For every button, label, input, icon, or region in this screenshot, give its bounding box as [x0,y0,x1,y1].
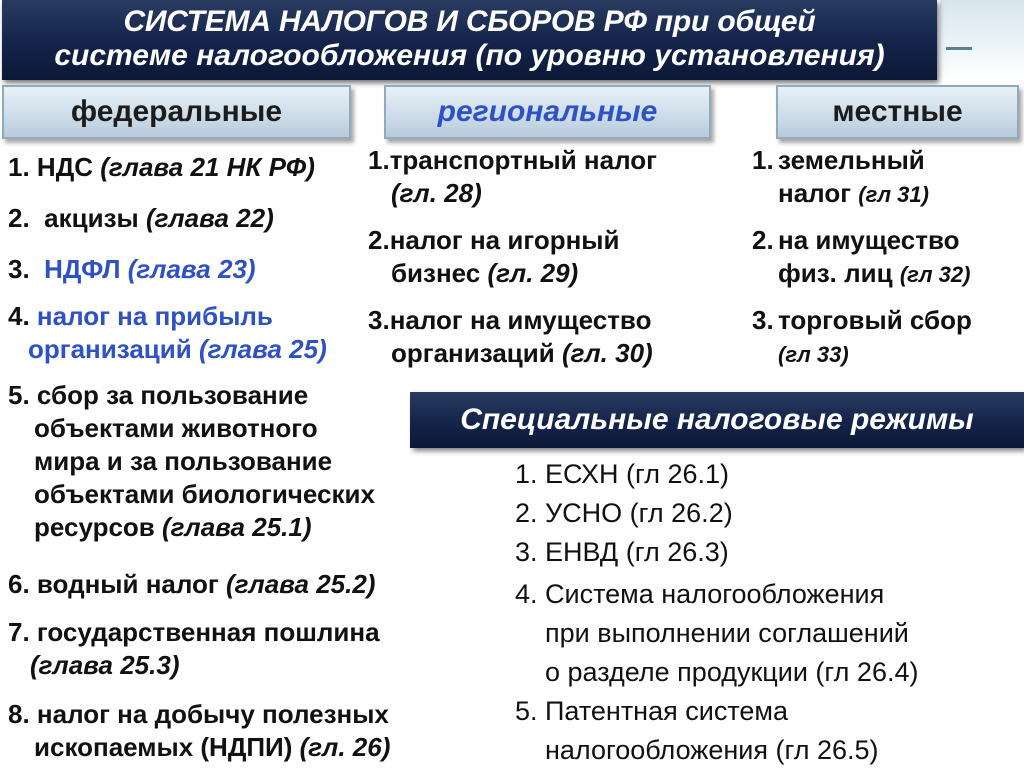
federal-item-5: 5. сбор за пользование объектами животного мира и за пользование объектами биологических ресурсов (глава 25.1) [8,380,375,542]
regional-item-1: 1.транспортный налог (гл. 28) [368,145,657,208]
title-banner [2,0,937,80]
decorative-dash [946,47,972,50]
federal-item-4: 4. налог на прибыль организаций (глава 25) [8,301,327,364]
federal-item-3: 3. НДФЛ (глава 23) [8,254,256,284]
special-item-1: 1. ЕСХН (гл 26.1) [515,459,730,489]
decorative-corner [940,0,1024,80]
local-item-1: 1. земельный налог (гл 31) [752,145,929,208]
special-item-5: 5. Патентная система налогообложения (гл 26.5) [515,696,879,765]
special-regimes-banner: Специальные налоговые режимы [410,392,1024,448]
local-item-2: 2. на имущество физ. лиц (гл 32) [752,225,971,288]
title-line-2: системе налогообложения (по уровню установления) [54,39,885,72]
local-item-3: 3. торговый сбор (гл 33) [752,305,972,367]
federal-item-7: 7. государственная пошлина (глава 25.3) [8,617,380,680]
header-federal: федеральные [2,85,351,139]
special-item-4: 4. Система налогообложения при выполнении соглашений о разделе продукции (гл 26.4) [515,579,919,687]
regional-item-3: 3.налог на имущество организаций (гл. 30) [368,305,653,368]
special-item-2: 2. УСНО (гл 26.2) [515,498,733,528]
title-line-1: СИСТЕМА НАЛОГОВ И СБОРОВ РФ при общей [123,5,816,38]
federal-item-8: 8. налог на добычу полезных ископаемых (НДПИ) (гл. 26) [8,699,391,762]
federal-item-6: 6. водный налог (глава 25.2) [8,569,376,599]
header-regional: региональные [384,85,711,139]
federal-item-1: 1. НДС (глава 21 НК РФ) [8,152,315,182]
regional-item-2: 2.налог на игорный бизнес (гл. 29) [368,225,620,288]
federal-item-2: 2. акцизы (глава 22) [8,203,274,233]
special-item-3: 3. ЕНВД (гл 26.3) [515,537,729,567]
header-local: местные [776,85,1019,139]
